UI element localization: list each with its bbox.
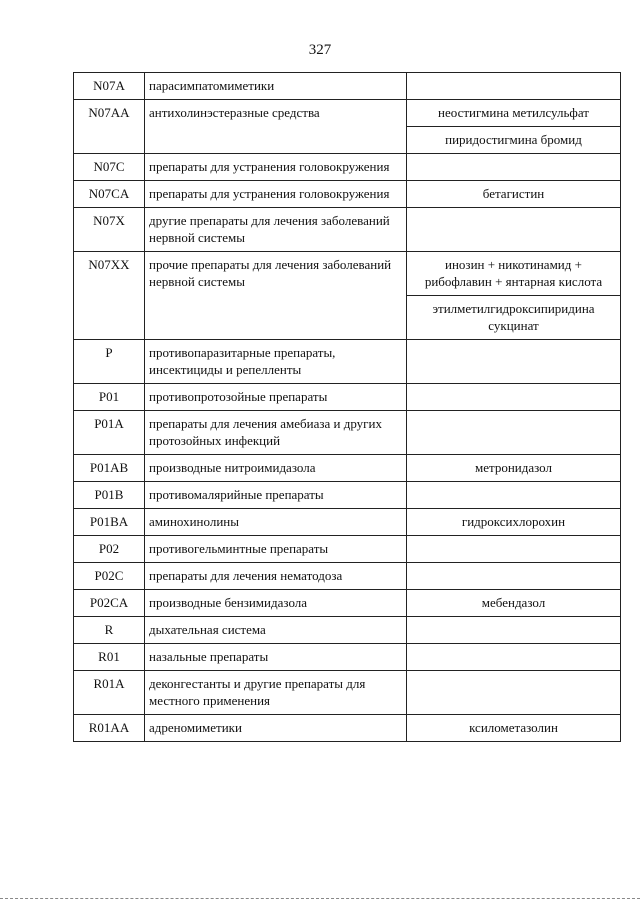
drug-name-cell: инозин + никотинамид + рибофлавин + янтарная кислота xyxy=(407,252,621,296)
table-row xyxy=(74,482,621,509)
drug-name-cell: гидроксихлорохин xyxy=(407,509,621,536)
atc-code-cell: R01A xyxy=(74,671,145,715)
atc-table xyxy=(73,72,621,742)
group-name-cell: антихолинэстеразные средства xyxy=(145,100,407,154)
atc-code-cell: P01BA xyxy=(74,509,145,536)
drug-name-cell: этилметилгидроксипиридина сукцинат xyxy=(407,296,621,340)
drug-name-cell xyxy=(407,617,621,644)
drug-name-cell: неостигмина метилсульфат xyxy=(407,100,621,127)
group-name-cell: препараты для лечения нематодоза xyxy=(145,563,407,590)
group-name-cell: препараты для устранения головокружения xyxy=(145,154,407,181)
table-row xyxy=(74,208,621,252)
group-name-cell: препараты для лечения амебиаза и других протозойных инфекций xyxy=(145,411,407,455)
atc-code-cell: P02C xyxy=(74,563,145,590)
drug-name-cell: ксилометазолин xyxy=(407,715,621,742)
atc-code-cell: R xyxy=(74,617,145,644)
group-name-cell: другие препараты для лечения заболеваний нервной системы xyxy=(145,208,407,252)
table-row xyxy=(74,617,621,644)
drug-name-cell xyxy=(407,671,621,715)
drug-name-cell xyxy=(407,482,621,509)
atc-code-cell: P01AB xyxy=(74,455,145,482)
drug-name-cell: пиридостигмина бромид xyxy=(407,127,621,154)
atc-code-cell: N07X xyxy=(74,208,145,252)
drug-name-cell: бетагистин xyxy=(407,181,621,208)
table-row xyxy=(74,644,621,671)
table-row xyxy=(74,715,621,742)
atc-code-cell: R01 xyxy=(74,644,145,671)
group-name-cell: прочие препараты для лечения заболеваний нервной системы xyxy=(145,252,407,340)
table-row xyxy=(74,73,621,100)
atc-code-cell: P01 xyxy=(74,384,145,411)
atc-code-cell: P02 xyxy=(74,536,145,563)
atc-code-cell: N07C xyxy=(74,154,145,181)
table-row xyxy=(74,154,621,181)
table-row xyxy=(74,340,621,384)
table-row xyxy=(74,455,621,482)
atc-code-cell: P01A xyxy=(74,411,145,455)
drug-name-cell: метронидазол xyxy=(407,455,621,482)
drug-name-cell xyxy=(407,340,621,384)
page-number: 327 xyxy=(308,42,332,58)
drug-name-cell xyxy=(407,154,621,181)
table-row xyxy=(74,252,621,296)
group-name-cell: производные нитроимидазола xyxy=(145,455,407,482)
table-row xyxy=(74,411,621,455)
table-row xyxy=(74,590,621,617)
group-name-cell: дыхательная система xyxy=(145,617,407,644)
drug-name-cell xyxy=(407,384,621,411)
atc-code-cell: P01B xyxy=(74,482,145,509)
drug-name-cell xyxy=(407,73,621,100)
atc-table-body xyxy=(74,73,621,742)
group-name-cell: аминохинолины xyxy=(145,509,407,536)
drug-name-cell xyxy=(407,208,621,252)
table-row xyxy=(74,563,621,590)
drug-name-cell xyxy=(407,563,621,590)
group-name-cell: адреномиметики xyxy=(145,715,407,742)
atc-code-cell: N07XX xyxy=(74,252,145,340)
atc-code-cell: N07A xyxy=(74,73,145,100)
table-row xyxy=(74,536,621,563)
atc-code-cell: P xyxy=(74,340,145,384)
drug-name-cell xyxy=(407,644,621,671)
atc-code-cell: P02CA xyxy=(74,590,145,617)
atc-code-cell: N07CA xyxy=(74,181,145,208)
group-name-cell: деконгестанты и другие препараты для местного применения xyxy=(145,671,407,715)
group-name-cell: производные бензимидазола xyxy=(145,590,407,617)
group-name-cell: парасимпатомиметики xyxy=(145,73,407,100)
group-name-cell: назальные препараты xyxy=(145,644,407,671)
group-name-cell: противогельминтные препараты xyxy=(145,536,407,563)
group-name-cell: противопаразитарные препараты, инсектициды и репелленты xyxy=(145,340,407,384)
group-name-cell: противопротозойные препараты xyxy=(145,384,407,411)
drug-name-cell: мебендазол xyxy=(407,590,621,617)
table-row xyxy=(74,100,621,127)
table-row xyxy=(74,671,621,715)
table-row xyxy=(74,384,621,411)
table-row xyxy=(74,509,621,536)
page-bottom-divider xyxy=(0,898,640,899)
atc-code-cell: N07AA xyxy=(74,100,145,154)
table-row xyxy=(74,181,621,208)
drug-name-cell xyxy=(407,411,621,455)
group-name-cell: противомалярийные препараты xyxy=(145,482,407,509)
atc-code-cell: R01AA xyxy=(74,715,145,742)
group-name-cell: препараты для устранения головокружения xyxy=(145,181,407,208)
drug-name-cell xyxy=(407,536,621,563)
